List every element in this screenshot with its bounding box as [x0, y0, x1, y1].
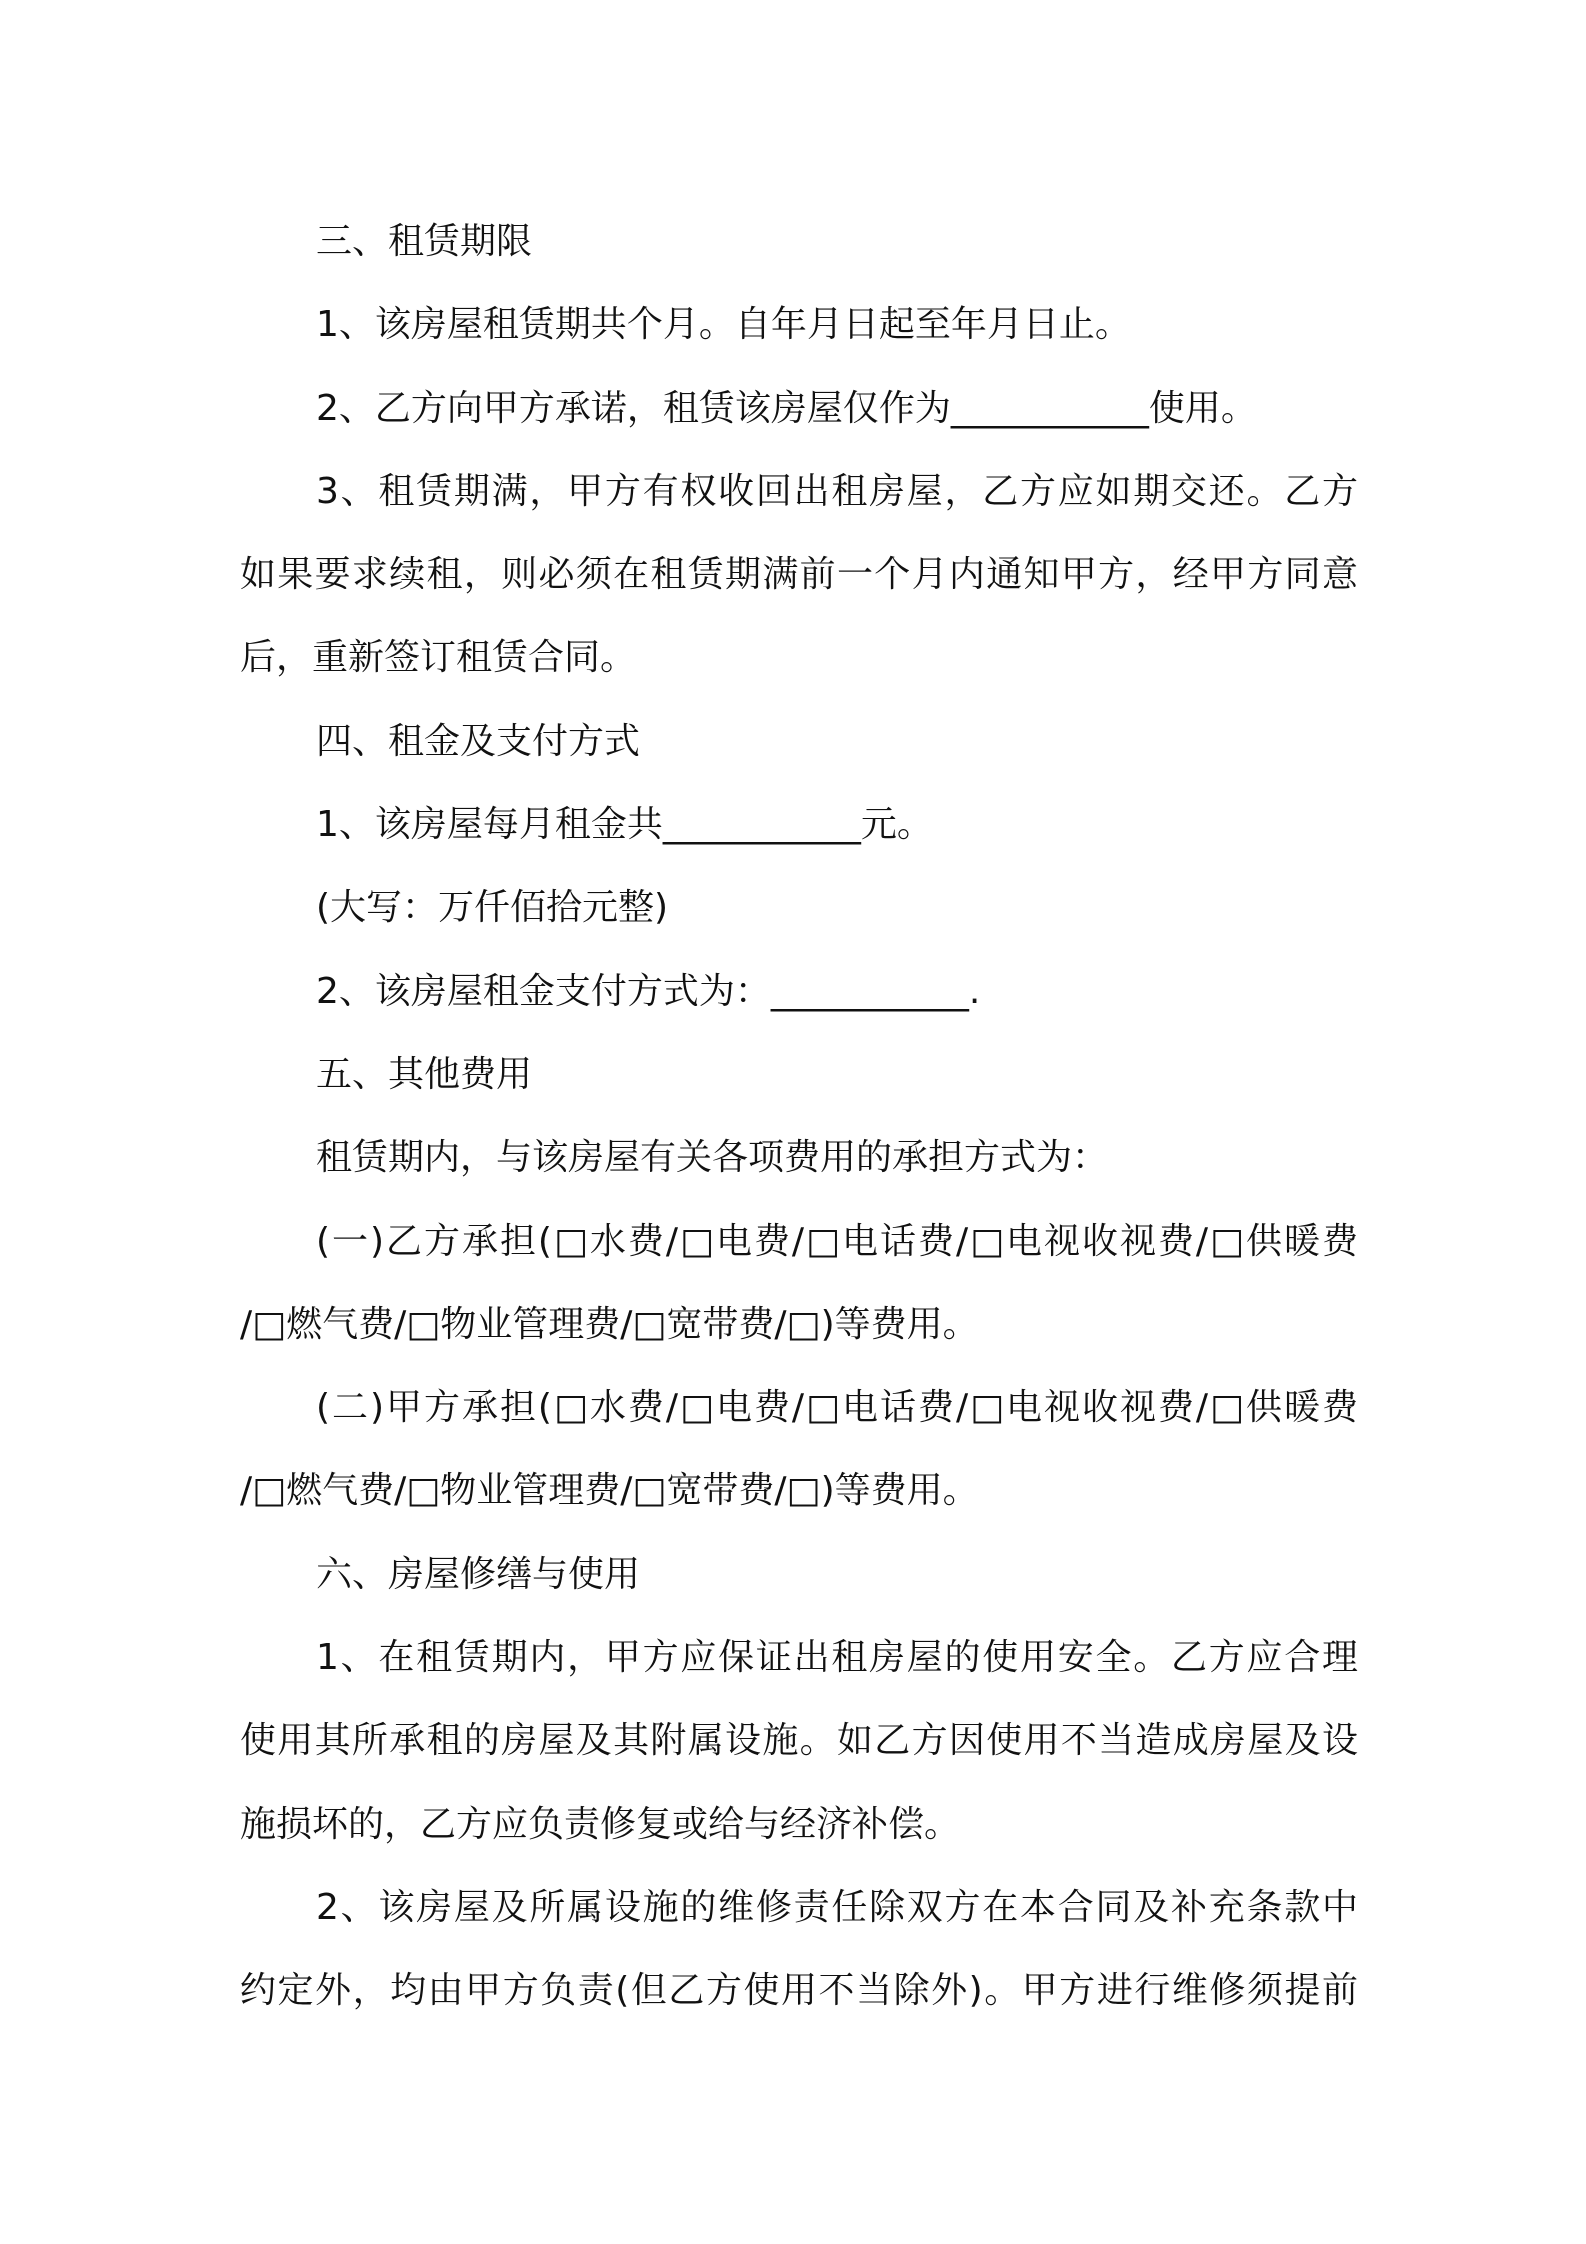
text-line: (二)甲方承担(□水费/□电费/□电话费/□电视收视费/□供暖费 — [316, 1387, 1358, 1429]
text-line: (一)乙方承担(□水费/□电费/□电话费/□电视收视费/□供暖费 — [316, 1220, 1358, 1262]
text-line: 五、其他费用 — [316, 1053, 533, 1095]
text-line: 使用其所承租的房屋及其附属设施。如乙方因使用不当造成房屋及设 — [240, 1720, 1358, 1762]
text-line: 四、租金及支付方式 — [316, 720, 641, 762]
text-line: 租赁期内，与该房屋有关各项费用的承担方式为： — [316, 1137, 1109, 1179]
text-line: /□燃气费/□物业管理费/□宽带费/□)等费用。 — [240, 1303, 979, 1345]
text-line: 2、该房屋租金支付方式为：___________. — [316, 970, 981, 1012]
text-line: 1、在租赁期内，甲方应保证出租房屋的使用安全。乙方应合理 — [316, 1637, 1358, 1679]
text-line: 1、该房屋租赁期共个月。自年月日起至年月日止。 — [316, 304, 1131, 346]
text-line: 1、该房屋每月租金共___________元。 — [316, 804, 933, 846]
text-line: 约定外，均由甲方负责(但乙方使用不当除外)。甲方进行维修须提前 — [240, 1970, 1358, 2012]
text-line: 2、乙方向甲方承诺，租赁该房屋仅作为___________使用。 — [316, 387, 1257, 429]
text-line: 三、租赁期限 — [316, 221, 533, 262]
document-page — [240, 200, 1358, 2033]
text-line: 六、房屋修缮与使用 — [316, 1553, 641, 1595]
text-line: 后，重新签订租赁合同。 — [240, 637, 637, 679]
text-line: (大写：万仟佰拾元整) — [316, 887, 669, 929]
text-line: 如果要求续租，则必须在租赁期满前一个月内通知甲方，经甲方同意 — [240, 554, 1358, 596]
text-line: 2、该房屋及所属设施的维修责任除双方在本合同及补充条款中 — [316, 1886, 1358, 1928]
text-line: /□燃气费/□物业管理费/□宽带费/□)等费用。 — [240, 1470, 979, 1512]
text-line: 3、租赁期满，甲方有权收回出租房屋，乙方应如期交还。乙方 — [316, 470, 1358, 512]
text-line: 施损坏的，乙方应负责修复或给与经济补偿。 — [240, 1803, 961, 1845]
